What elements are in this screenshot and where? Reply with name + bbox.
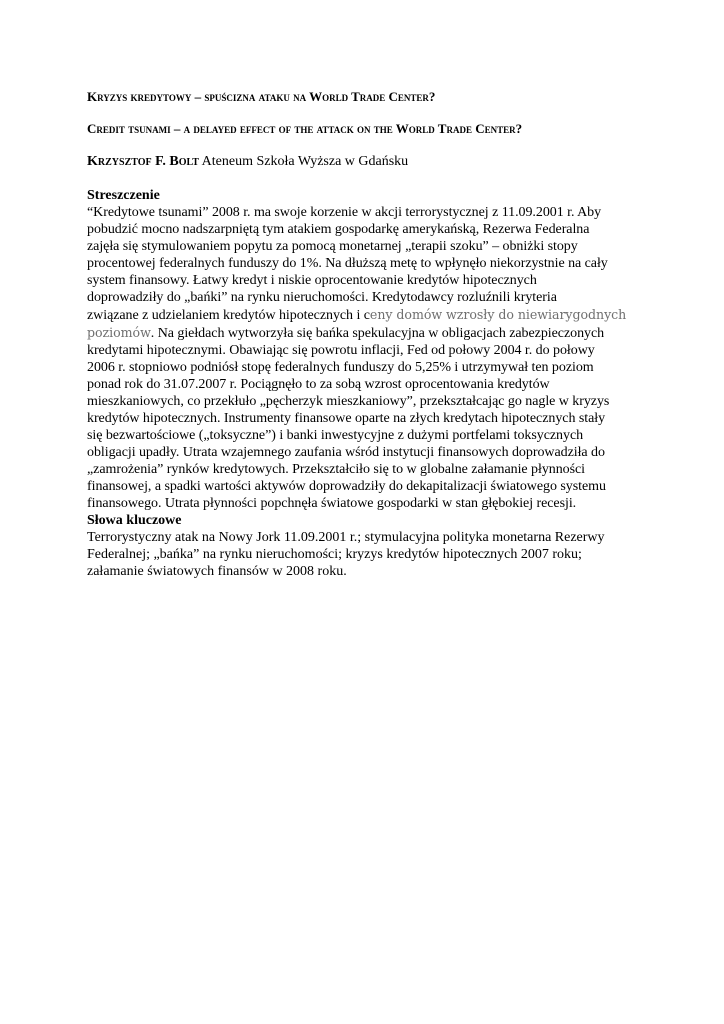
abstract-line: kredytami hipotecznymi. Obawiając się powrotu inflacji, Fed od połowy 2004 r. do połowy xyxy=(87,343,595,358)
keywords-line: Terrorystyczny atak na Nowy Jork 11.09.2001 r.; stymulacyjna polityka monetarna Rezerwy xyxy=(87,530,605,545)
abstract-line: finansowego. Utrata płynności popchnęła światowe gospodarki w stan głębokiej recesji. xyxy=(87,496,577,511)
abstract-line: ponad rok do 31.07.2007 r. Pociągnęło to za sobą wzrost oprocentowania kredytów xyxy=(87,377,550,392)
abstract-line: system finansowy. Łatwy kredyt i niskie oprocentowanie kredytów hipotecznych xyxy=(87,273,537,288)
abstract-line-part: . Na giełdach wytworzyła się bańka spekulacyjna w obligacjach zabezpieczonych xyxy=(150,326,605,341)
abstract-line: zajęła się stymulowaniem popytu za pomocą monetarnej „terapii szoku” – obniżki stopy xyxy=(87,239,578,254)
abstract-line-part: związane z udzielaniem kredytów hipotecznych i c xyxy=(87,308,370,323)
abstract-heading: Streszczenie xyxy=(87,188,160,203)
author-line xyxy=(87,153,647,171)
title-english: Credit tsunami – a delayed effect of the attack on the World Trade Center? xyxy=(87,121,523,136)
abstract-line xyxy=(87,324,647,342)
abstract-gray-text: poziomów xyxy=(87,325,151,340)
abstract-line: mieszkaniowych, co przekłuło „pęcherzyk mieszkaniowy”, przekształcając go nagle w kryzys xyxy=(87,394,610,409)
paper-page xyxy=(87,88,647,580)
keywords-body xyxy=(87,529,647,580)
abstract-line: pobudzić mocno nadszarpniętą tym atakiem gospodarkę amerykańską, Rezerwa Federalna xyxy=(87,222,590,237)
abstract-body xyxy=(87,204,647,512)
title-polish: Kryzys kredytowy – spuścizna ataku na World Trade Center? xyxy=(87,89,436,104)
abstract-line: doprowadziły do „bańki” na rynku nieruchomości. Kredytodawcy rozluźnili kryteria xyxy=(87,290,557,305)
abstract-line xyxy=(87,306,647,324)
abstract-line: się bezwartościowe („toksyczne”) i banki inwestycyjne z dużymi portfelami toksycznych xyxy=(87,428,584,443)
abstract-line: kredytów hipotecznych. Instrumenty finansowe oparte na złych kredytach hipotecznych stały xyxy=(87,411,606,426)
abstract-gray-text: eny domów wzrosły do niewiarygodnych xyxy=(369,307,627,322)
author-affiliation: Ateneum Szkoła Wyższa w Gdańsku xyxy=(201,154,409,169)
abstract-line: obligacji upadły. Utrata wzajemnego zaufania wśród instytucji finansowych doprowadziła do xyxy=(87,445,605,460)
keywords-line: załamanie światowych finansów w 2008 roku. xyxy=(87,564,347,579)
abstract-line: finansowej, a spadki wartości aktywów doprowadziły do dekapitalizacji światowego systemu xyxy=(87,479,606,494)
abstract-line: procentowej federalnych funduszy do 1%. Na dłuższą metę to wpłynęło niekorzystnie na cały xyxy=(87,256,608,271)
keywords-line: Federalnej; „bańka” na rynku nieruchomości; kryzys kredytów hipotecznych 2007 roku; xyxy=(87,547,582,562)
abstract-line: “Kredytowe tsunami” 2008 r. ma swoje korzenie w akcji terrorystycznej z 11.09.2001 r. Aby xyxy=(87,205,602,220)
author-name: Krzysztof F. Bolt xyxy=(87,154,199,169)
keywords-heading: Słowa kluczowe xyxy=(87,513,182,528)
abstract-line: 2006 r. stopniowo podniósł stopę federalnych funduszy do 5,25% i utrzymywał ten poziom xyxy=(87,360,594,375)
abstract-line: „zamrożenia” rynków kredytowych. Przekształciło się to w globalne załamanie płynności xyxy=(87,462,586,477)
